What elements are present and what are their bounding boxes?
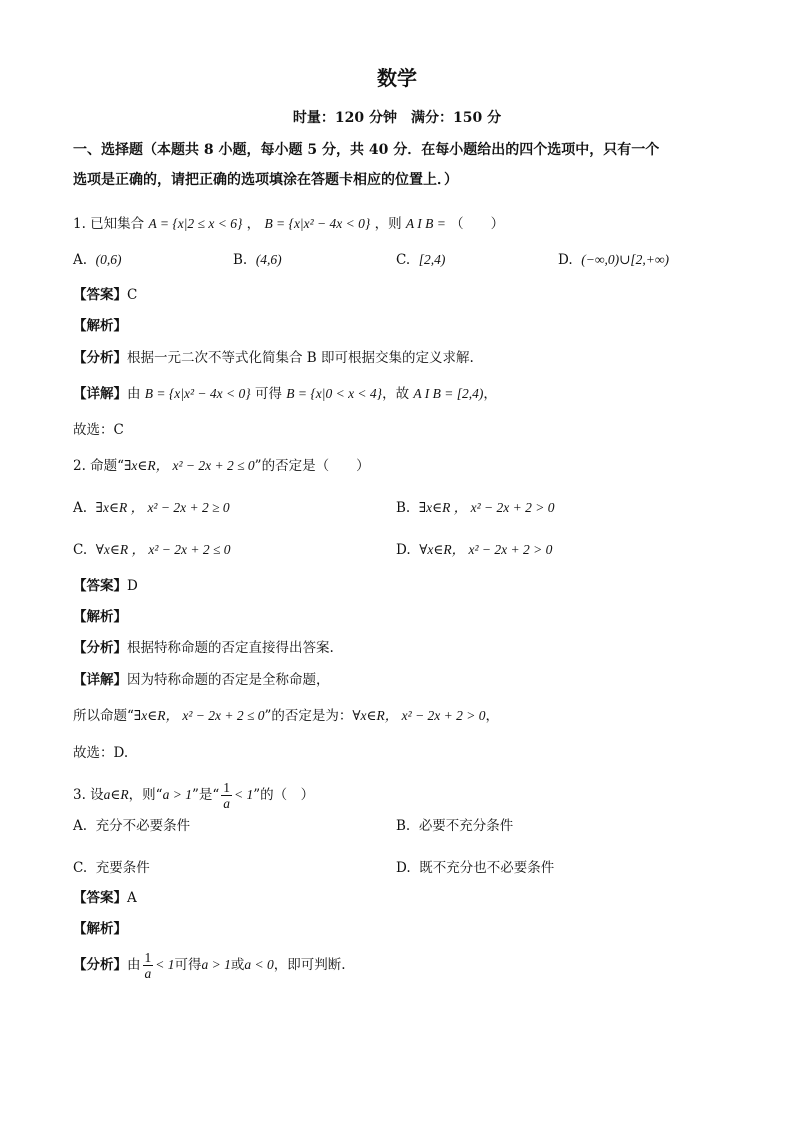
q3-option-b: B. 必要不充分条件: [396, 818, 514, 834]
q1-answer: 【答案】C: [73, 287, 138, 303]
q2-answer: 【答案】D: [73, 578, 138, 594]
q1-expr: A I B =: [405, 216, 446, 231]
q1-xiangjie: 【详解】由 B = {x|x² − 4x < 0} 可得 B = {x|0 < x < 4}，故 A I B = [2,4)，: [73, 386, 497, 402]
q3-option-c: C. 充要条件: [73, 860, 150, 876]
q1-fenxi: 【分析】根据一元二次不等式化简集合 B 即可根据交集的定义求解.: [73, 350, 474, 366]
q1-set-a: A = {x|2 ≤ x < 6}: [148, 216, 243, 231]
q3-stem: 3. 设a∈R，则“a > 1”是“ $\frac{1}{a}$ < 1”的（ ）: [73, 780, 315, 811]
q2-xiangjie: 【详解】因为特称命题的否定是全称命题，: [73, 672, 330, 688]
q3-option-a: A. 充分不必要条件: [73, 818, 191, 834]
q1-option-c: C. [2,4): [396, 252, 446, 268]
q3-option-d: D. 既不充分也不必要条件: [396, 860, 555, 876]
q1-set-b: B = {x|x² − 4x < 0}: [264, 216, 371, 231]
q2-xiangjie-line-2: 所以命题“∃x∈R， x² − 2x + 2 ≤ 0”的否定是为：∀x∈R， x² − 2x + 2 > 0，: [73, 708, 500, 724]
q2-fenxi: 【分析】根据特称命题的否定直接得出答案.: [73, 640, 334, 656]
q1-choose: 故选：C: [73, 422, 124, 438]
q1-option-d: D. (−∞,0)∪[2,+∞): [558, 252, 670, 268]
q2-option-a: A. ∃x∈R ， x² − 2x + 2 ≥ 0: [73, 500, 230, 516]
section-heading-line-1: 一、选择题（本题共 8 小题，每小题 5 分，共 40 分．在每小题给出的四个选项中，只有一个: [73, 142, 660, 158]
q1-option-a: A. (0,6): [73, 252, 122, 268]
q2-option-c: C. ∀x∈R ， x² − 2x + 2 ≤ 0: [73, 542, 231, 558]
q3-analysis-tag: 【解析】: [73, 921, 127, 937]
q1-stem: 1. 已知集合 A = {x|2 ≤ x < 6} ， B = {x|x² − 4x < 0} ，则 A I B = （ ）: [73, 216, 505, 232]
q1-option-b: B. (4,6): [233, 252, 282, 268]
section-heading-line-2: 选项是正确的，请把正确的选项填涂在答题卡相应的位置上．）: [73, 172, 458, 188]
page-title: 数学: [377, 66, 417, 90]
q2-option-b: B. ∃x∈R ， x² − 2x + 2 > 0: [396, 500, 555, 516]
q3-answer: 【答案】A: [73, 890, 137, 906]
q1-analysis-tag: 【解析】: [73, 318, 127, 334]
exam-info: 时量：120 分钟 满分：150 分: [292, 110, 502, 126]
q3-fraction: $\frac{1}{a}$: [223, 780, 231, 811]
q2-option-d: D. ∀x∈R， x² − 2x + 2 > 0: [396, 542, 553, 558]
q3-fenxi: 【分析】由 $\frac{1}{a}$ < 1可得a > 1或a < 0，即可判断.: [73, 950, 346, 981]
q2-analysis-tag: 【解析】: [73, 609, 127, 625]
q2-stem: 2. 命题“∃x∈R， x² − 2x + 2 ≤ 0”的否定是（ ）: [73, 458, 370, 474]
q2-choose: 故选：D.: [73, 745, 129, 761]
